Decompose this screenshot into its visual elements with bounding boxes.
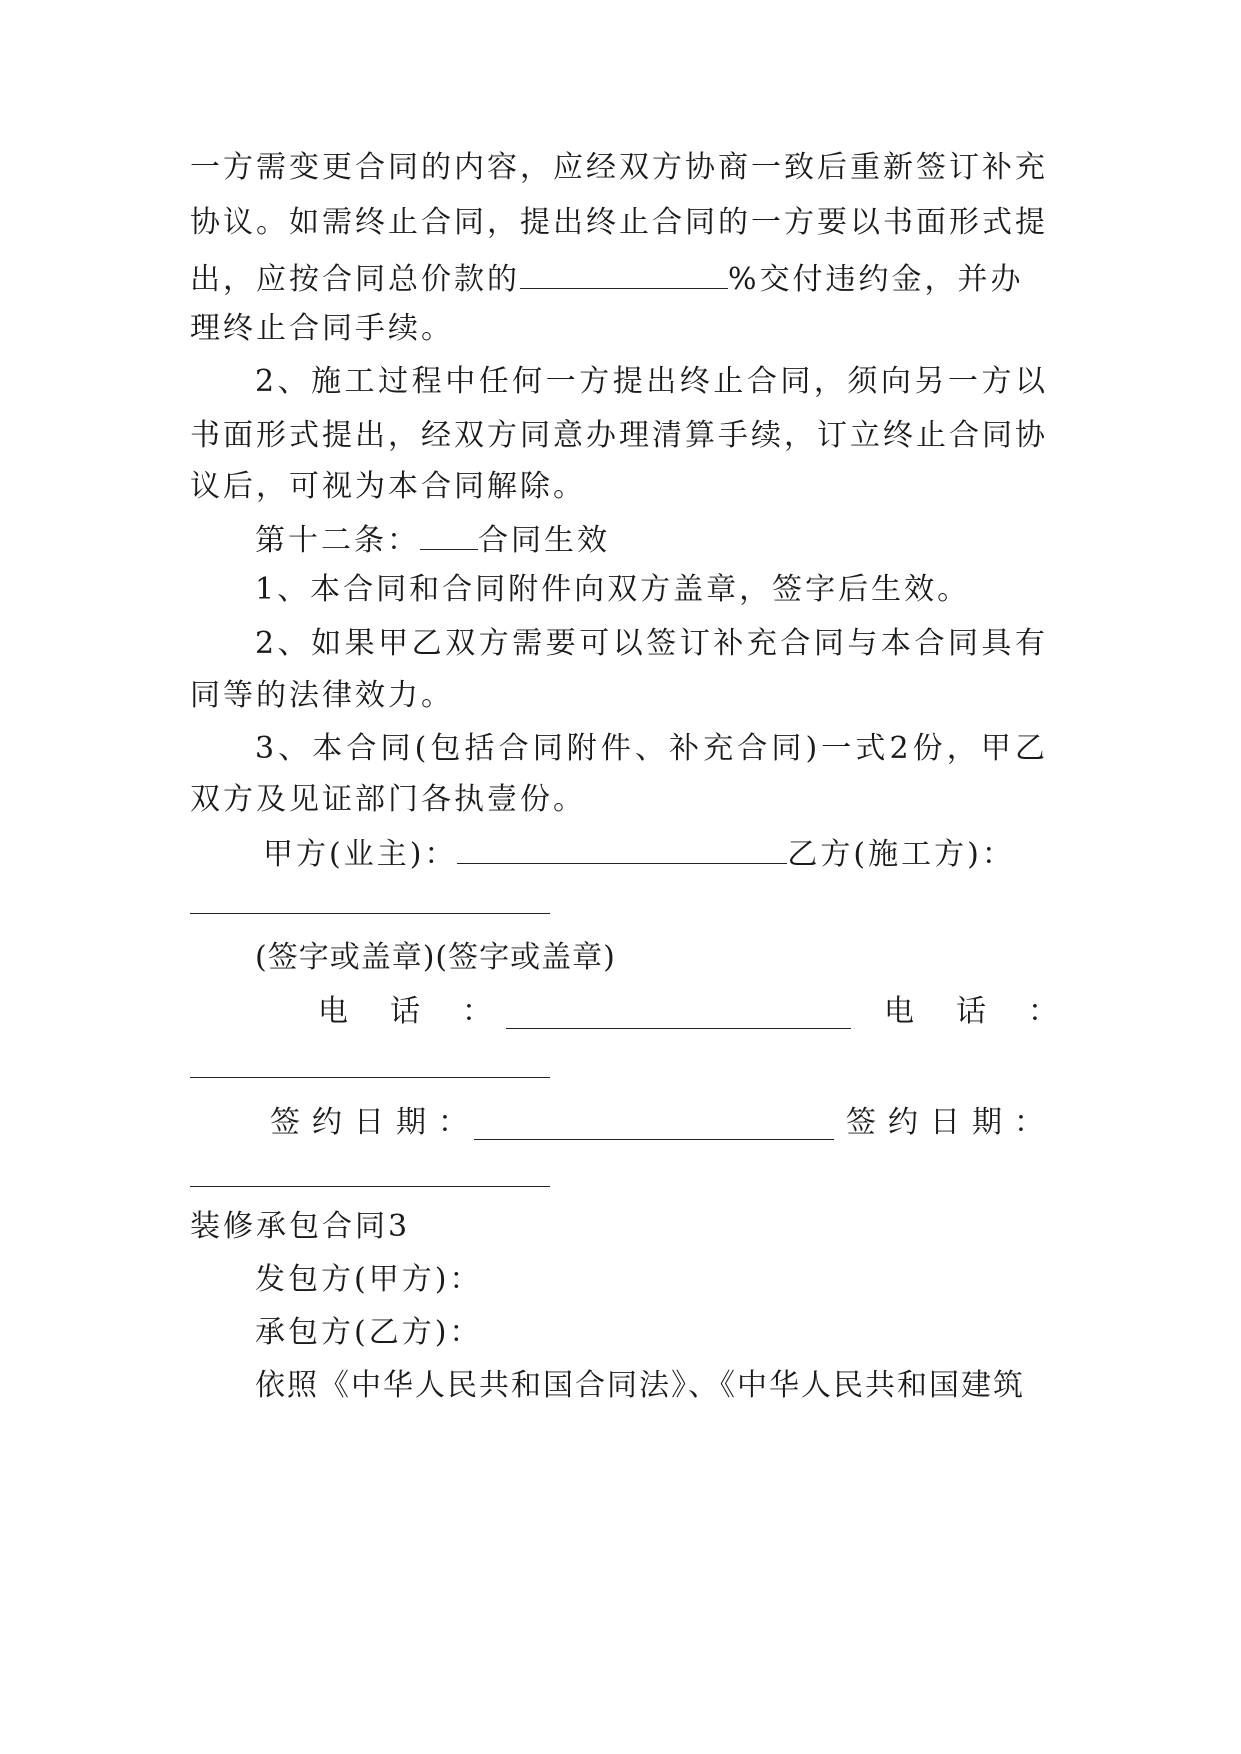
text-segment: 第十二条： bbox=[255, 523, 420, 558]
contractor-line: 承包方(乙方)： bbox=[255, 1315, 483, 1350]
paragraph-line: 依照《中华人民共和国合同法》、《中华人民共和国建筑 bbox=[255, 1368, 1025, 1403]
paragraph-line: 理终止合同手续。 bbox=[190, 311, 454, 346]
paragraph-line: 同等的法律效力。 bbox=[190, 678, 454, 713]
clause-heading bbox=[255, 519, 610, 561]
date-a-label: 签约日期： bbox=[270, 1105, 480, 1140]
date-b-blank bbox=[190, 1186, 550, 1187]
paragraph-line: 2、如果甲乙双方需要可以签订补充合同与本合同具有 bbox=[255, 626, 1048, 661]
blank-underline bbox=[520, 258, 728, 289]
blank-underline bbox=[420, 519, 478, 550]
paragraph-line: 1、本合同和合同附件向双方盖章，签字后生效。 bbox=[255, 572, 971, 607]
date-b-label: 签约日期： bbox=[846, 1105, 1056, 1140]
contract-title: 装修承包合同3 bbox=[190, 1209, 411, 1244]
paragraph-line: 一方需变更合同的内容，应经双方协商一致后重新签订补充 bbox=[190, 150, 1048, 185]
date-a-blank bbox=[474, 1139, 834, 1140]
text-segment: 出，应按合同总价款的 bbox=[190, 262, 520, 297]
paragraph-line: 2、施工过程中任何一方提出终止合同，须向另一方以 bbox=[255, 364, 1048, 399]
party-a-label: 甲方(业主)： bbox=[263, 837, 458, 872]
employer-line: 发包方(甲方)： bbox=[255, 1262, 483, 1297]
paragraph-line: 书面形式提出，经双方同意办理清算手续，订立终止合同协 bbox=[190, 418, 1048, 453]
paragraph-line: 协议。如需终止合同，提出终止合同的一方要以书面形式提 bbox=[190, 205, 1048, 240]
paragraph-line: 双方及见证部门各执壹份。 bbox=[190, 782, 586, 817]
party-b-blank bbox=[190, 913, 550, 914]
sign-note: (签字或盖章)(签字或盖章) bbox=[255, 940, 616, 975]
party-a-blank bbox=[457, 833, 787, 864]
signature-line-parties bbox=[263, 833, 1015, 875]
phone-a-blank bbox=[506, 1028, 851, 1029]
text-segment: 合同生效 bbox=[478, 523, 610, 558]
party-b-label: 乙方(施工方)： bbox=[787, 837, 1015, 872]
paragraph-line bbox=[190, 258, 1024, 300]
phone-b-blank bbox=[190, 1077, 550, 1078]
phone-a-label: 电 话 ： bbox=[318, 994, 498, 1029]
paragraph-line: 议后，可视为本合同解除。 bbox=[190, 469, 586, 504]
phone-b-label: 电 话 ： bbox=[884, 994, 1064, 1029]
paragraph-line: 3、本合同(包括合同附件、补充合同)一式2份，甲乙 bbox=[255, 731, 1048, 766]
text-segment: %交付违约金，并办 bbox=[728, 262, 1024, 297]
